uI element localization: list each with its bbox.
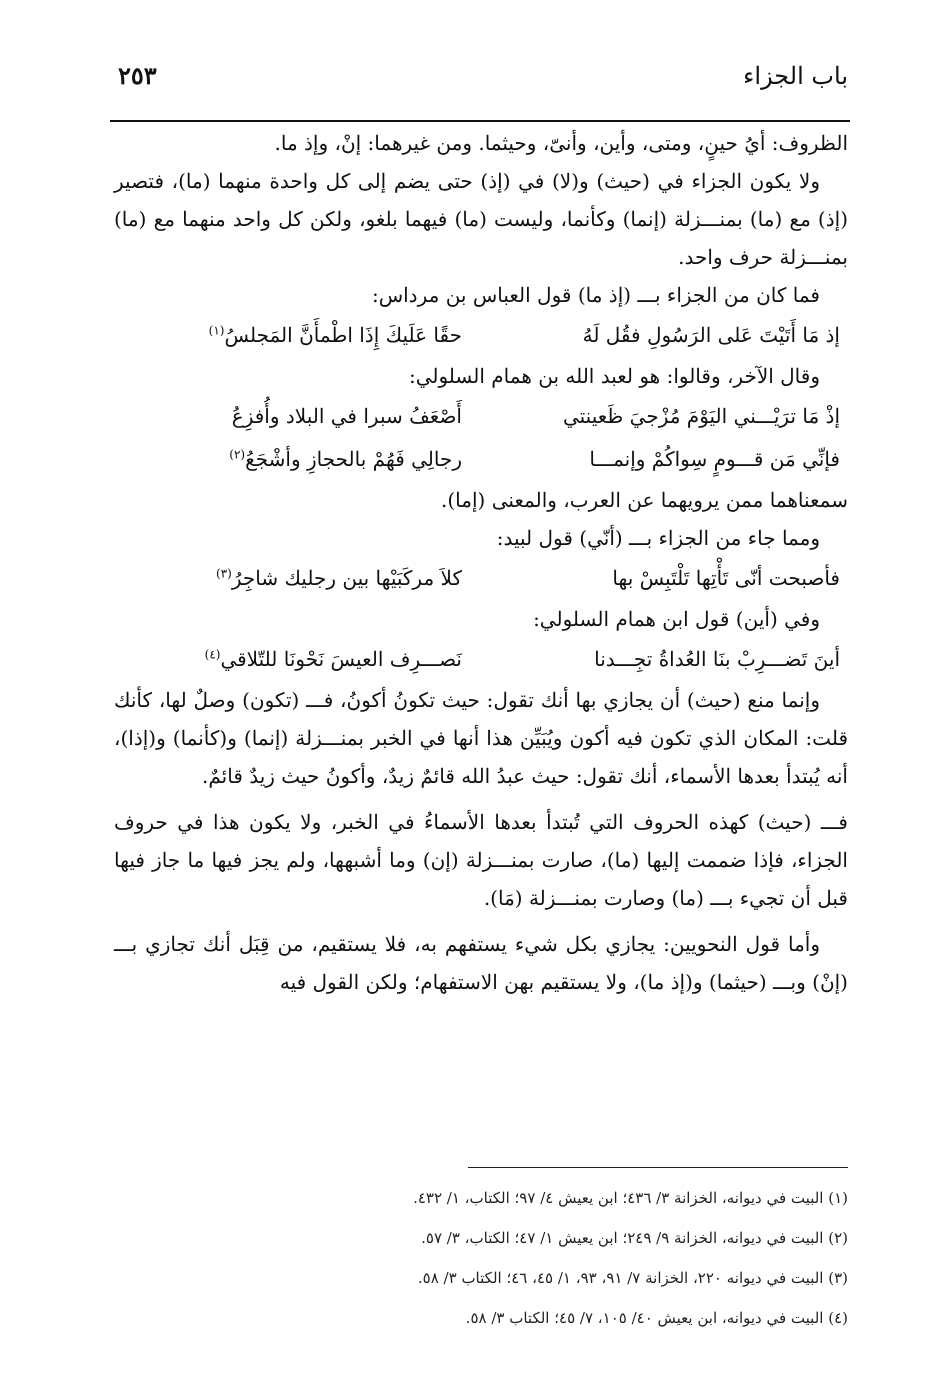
running-title: باب الجزاء <box>743 62 848 90</box>
verse-4 <box>114 557 848 600</box>
paragraph-10: وأما قول النحويين: يجازي بكل شيء يستفهم به، فلا يستقيم، من قِبَل أنك تجازي بـــ (إنْ) وبـــ (حيثما) و(إذ ما)، ولا يستقيم بهن الاستفهام؛ ولكن القول فيه <box>114 932 848 994</box>
paragraph-7: وفي (أين) قول ابن همام السلولي: <box>533 607 820 631</box>
paragraph-8: وإنما منع (حيث) أن يجازي بها أنك تقول: حيث تكونُ أكونُ، فـــ (تكون) وصلٌ لها، كأنك قلت: المكان الذي تكون فيه أكون ويُبَيِّن هذا أنها في الخبر بمنـــزلة (إنما) و(كأنما) و(إذا)، أنه يُبتدأ بعدها الأسماء، أنك تقول: حيث عبدُ الله قائمٌ زيدٌ، وأكونُ حيث زيدٌ قائمٌ. <box>114 688 848 788</box>
main-text <box>114 124 848 1001</box>
verse-3 <box>114 438 848 481</box>
verse-5-second-half <box>122 638 462 681</box>
paragraph-gap <box>114 917 848 925</box>
verse-1-second-half-text: حقًا عَلَيكَ إِذَا اطْمأَنَّ المَجلسُ <box>224 323 462 347</box>
verse-5-second-half-text: نَصـــرِف العيسَ نَحْونَا للتّلاقي <box>220 647 462 671</box>
paragraph-4: وقال الآخر، وقالوا: هو لعبد الله بن همام السلولي: <box>408 364 820 388</box>
verse-1-second-half <box>122 314 462 357</box>
verse-3-second-half <box>122 438 462 481</box>
footnote-1: (١) البيت في ديوانه، الخزانة ٣/ ٤٣٦؛ ابن يعيش ٤/ ٩٧؛ الكتاب، ١/ ٤٣٢. <box>413 1189 848 1207</box>
footnotes <box>114 1178 848 1338</box>
verse-1 <box>114 314 848 357</box>
verse-1-first-half: إذ مَا أَتَيْتَ عَلى الرَسُولِ فقُل لَهُ <box>582 323 840 347</box>
verse-2-second-half: أَصْعَفُ سبرا في البلاد وأُفزِعُ <box>231 404 462 428</box>
footnote-ref-3: (٣) <box>216 566 232 581</box>
verse-5 <box>114 638 848 681</box>
page-number: ٢٥٣ <box>118 61 157 90</box>
paragraph-5: سمعناهما ممن يرويهما عن العرب، والمعنى (إما). <box>441 488 848 512</box>
verse-5-first-half: أينَ تَضـــرِبْ بنَا العُداةُ تجِـــدنا <box>594 647 840 671</box>
verse-4-first-half: فأصبحت أنّى تَأْتِها تَلْتَبِسْ بها <box>612 566 840 590</box>
paragraph-9: فـــ (حيث) كهذه الحروف التي تُبتدأ بعدها الأسماءُ في الخبر، ولا يكون هذا في حروف الجزاء، فإذا ضممت إليها (ما)، صارت بمنـــزلة (إن) وما أشبهها، ولم يجز فيها ما جاز فيها قبل أن تجيء بـــ (ما) وصارت بمنـــزلة (مَا). <box>114 810 848 910</box>
footnote-3: (٣) البيت في ديوانه ٢٢٠، الخزانة ٧/ ٩١، ٩٣، ١/ ٤٥، ٤٦؛ الكتاب ٣/ ٥٨. <box>417 1269 848 1287</box>
verse-4-second-half-text: كلاَ مركَبَيْها بين رجليك شاجِرُ <box>231 566 462 590</box>
footnote-rule <box>468 1167 848 1168</box>
footnote-2: (٢) البيت في ديوانه، الخزانة ٩/ ٢٤٩؛ ابن يعيش ١/ ٤٧؛ الكتاب، ٣/ ٥٧. <box>421 1229 848 1247</box>
verse-2-first-half: إذْ مَا ترَيْـــني اليَوْمَ مُزْجيَ ظَعينتي <box>562 404 840 428</box>
paragraph-2: ولا يكون الجزاء في (حيث) و(لا) في (إذ) حتى يضم إلى كل واحدة منهما (ما)، فتصير (إذ) مع (ما) بمنـــزلة (إنما) وكأنما، وليست (ما) فيهما بلغو، ولكن كل واحد منهما مع (ما) بمنـــزلة حرف واحد. <box>114 169 848 269</box>
paragraph-6: ومما جاء من الجزاء بـــ (أنّي) قول لبيد: <box>496 526 820 550</box>
footnote-ref-1: (١) <box>208 323 225 338</box>
footnote-4: (٤) البيت في ديوانه، ابن يعيش ٤٠/ ١٠٥، ٧/ ٤٥؛ الكتاب ٣/ ٥٨. <box>465 1309 848 1327</box>
page-header <box>118 50 848 112</box>
paragraph-3: فما كان من الجزاء بـــ (إذ ما) قول العباس بن مرداس: <box>371 283 820 307</box>
paragraph-1: الظروف: أيُ حينٍ، ومتى، وأين، وأنىّ، وحيثما. ومن غيرهما: إنْ، وإذ ما. <box>274 131 848 155</box>
footnote-ref-4: (٤) <box>204 647 221 662</box>
verse-4-second-half <box>122 557 462 600</box>
verse-3-first-half: فإنِّي مَن قـــومٍ سِواكُمْ وإنمـــا <box>589 447 840 471</box>
verse-3-second-half-text: رجالِي فَهُمْ بالحجازِ وأشْجَعُ <box>245 447 462 471</box>
footnote-ref-2: (٢) <box>229 447 246 462</box>
verse-2 <box>114 395 848 438</box>
paragraph-gap <box>114 795 848 803</box>
header-rule <box>110 120 850 122</box>
